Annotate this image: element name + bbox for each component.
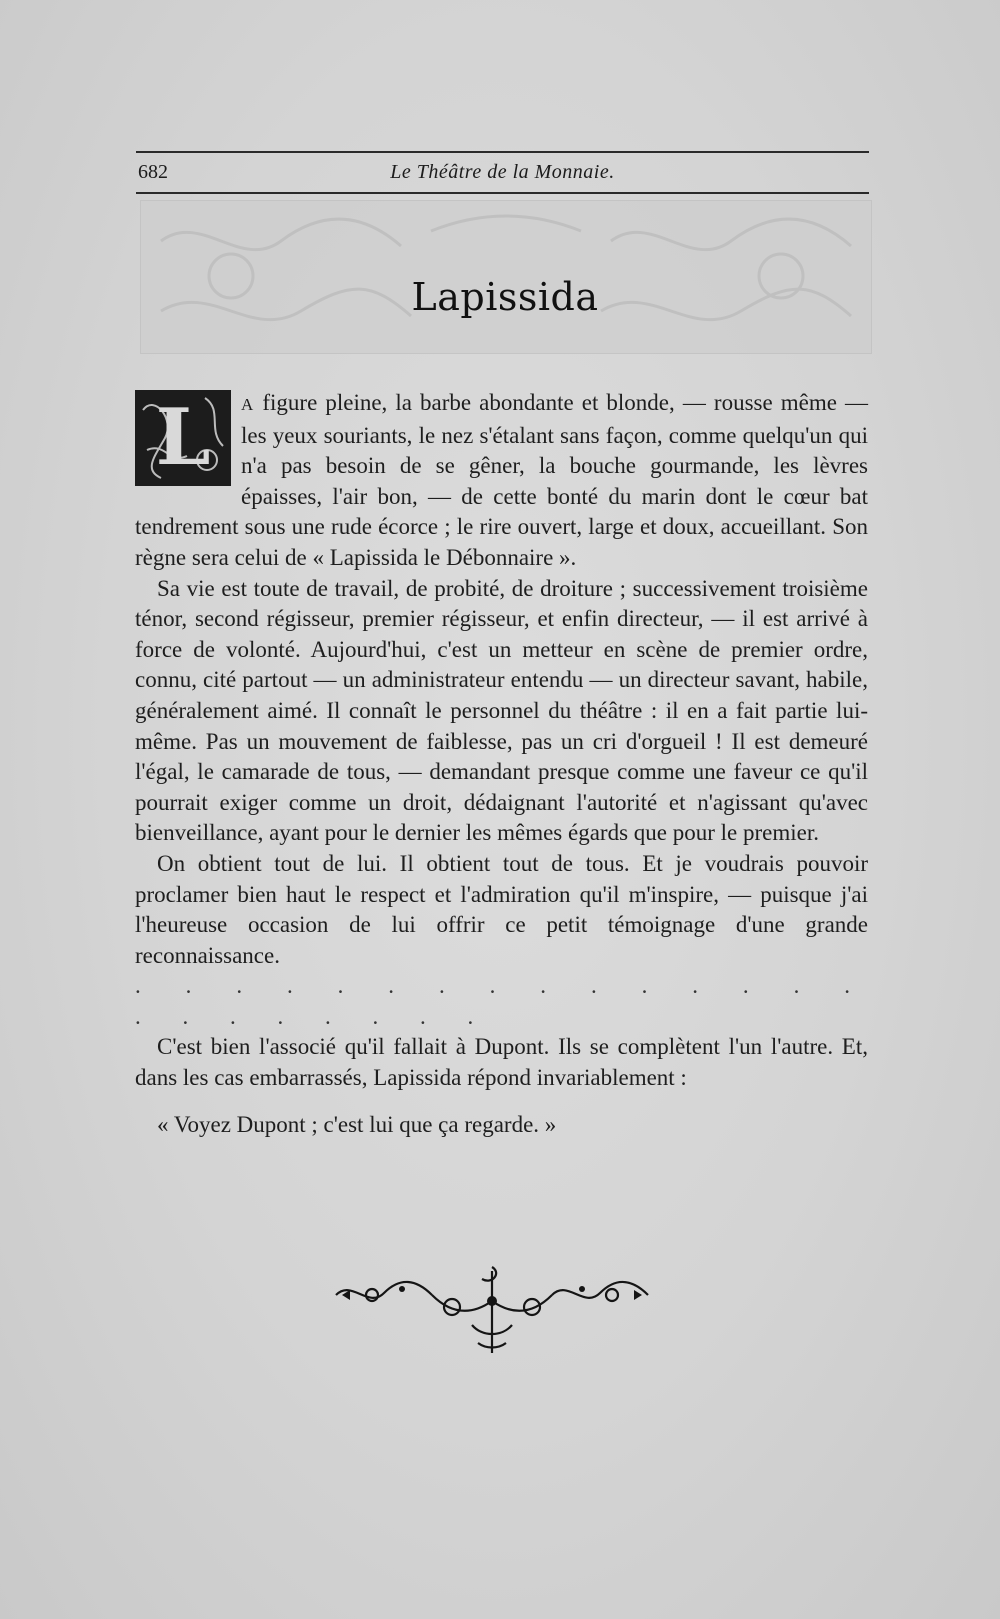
paragraph-3: On obtient tout de lui. Il obtient tout de tous. Et je voudrais pouvoir proclamer bien haut le respect et l'admiration qu'il m'inspire, — puisque j'ai l'heureuse occasion de lui offrir ce petit témoignage d'une grande reconnaissance. bbox=[135, 850, 868, 968]
header-rule-top bbox=[136, 151, 869, 153]
paragraph-1-text: figure pleine, la barbe abondante et blonde, — rousse même — les yeux souriants, le nez s'étalant sans façon, comme quelqu'un qui n'a pas besoin de se gêner, la bouche gourmande, les lèvres épaisses, l'air bon, — de cette bonté du marin dont le cœur bat tendrement sous une rude écorce ; le rire ouvert, large et doux, accueillant. Son règne sera celui de « Lapissida le Débonnaire ». bbox=[135, 390, 869, 570]
page-number: 682 bbox=[138, 161, 168, 183]
first-word-rest: A bbox=[241, 395, 255, 414]
paragraph-1 bbox=[135, 388, 868, 574]
ellipsis-row: . . . . . . . . . . . . . . . . . . . . . . . bbox=[135, 973, 868, 1029]
chapter-title: Lapissida bbox=[411, 275, 599, 319]
paragraph-2: Sa vie est toute de travail, de probité, de droiture ; successivement troisième ténor, second régisseur, premier régisseur, et enfin directeur, — il est arrivé à force de volonté. Aujourd'hui, c'est un metteur en scène de premier ordre, connu, cité partout — un administrateur entendu — un directeur savant, habile, généralement aimé. Il connaît le personnel du théâtre : il en a fait partie lui-même. Pas un mouvement de faiblesse, pas un cri d'orgueil ! Il est demeuré l'égal, le camarade de tous, — demandant presque comme une faveur ce qu'il pourrait exiger comme un droit, dédaignant l'autorité et n'agissant qu'avec bienveillance, ayant pour le dernier les mêmes égards que pour le premier. bbox=[135, 575, 868, 846]
paragraph-5: « Voyez Dupont ; c'est lui que ça regarde. » bbox=[157, 1111, 557, 1137]
paragraph-4: C'est bien l'associé qu'il fallait à Dupont. Ils se complètent l'un l'autre. Et, dans les cas embarrassés, Lapissida répond invariablement : bbox=[135, 1034, 868, 1091]
running-head bbox=[136, 161, 869, 189]
dropcap-letter: L bbox=[155, 392, 211, 483]
running-title: Le Théâtre de la Monnaie. bbox=[390, 161, 615, 183]
header-rule-bottom bbox=[136, 192, 869, 194]
article-body bbox=[135, 388, 868, 1140]
ornamental-tailpiece bbox=[332, 1265, 652, 1360]
ornate-dropcap bbox=[135, 390, 231, 486]
